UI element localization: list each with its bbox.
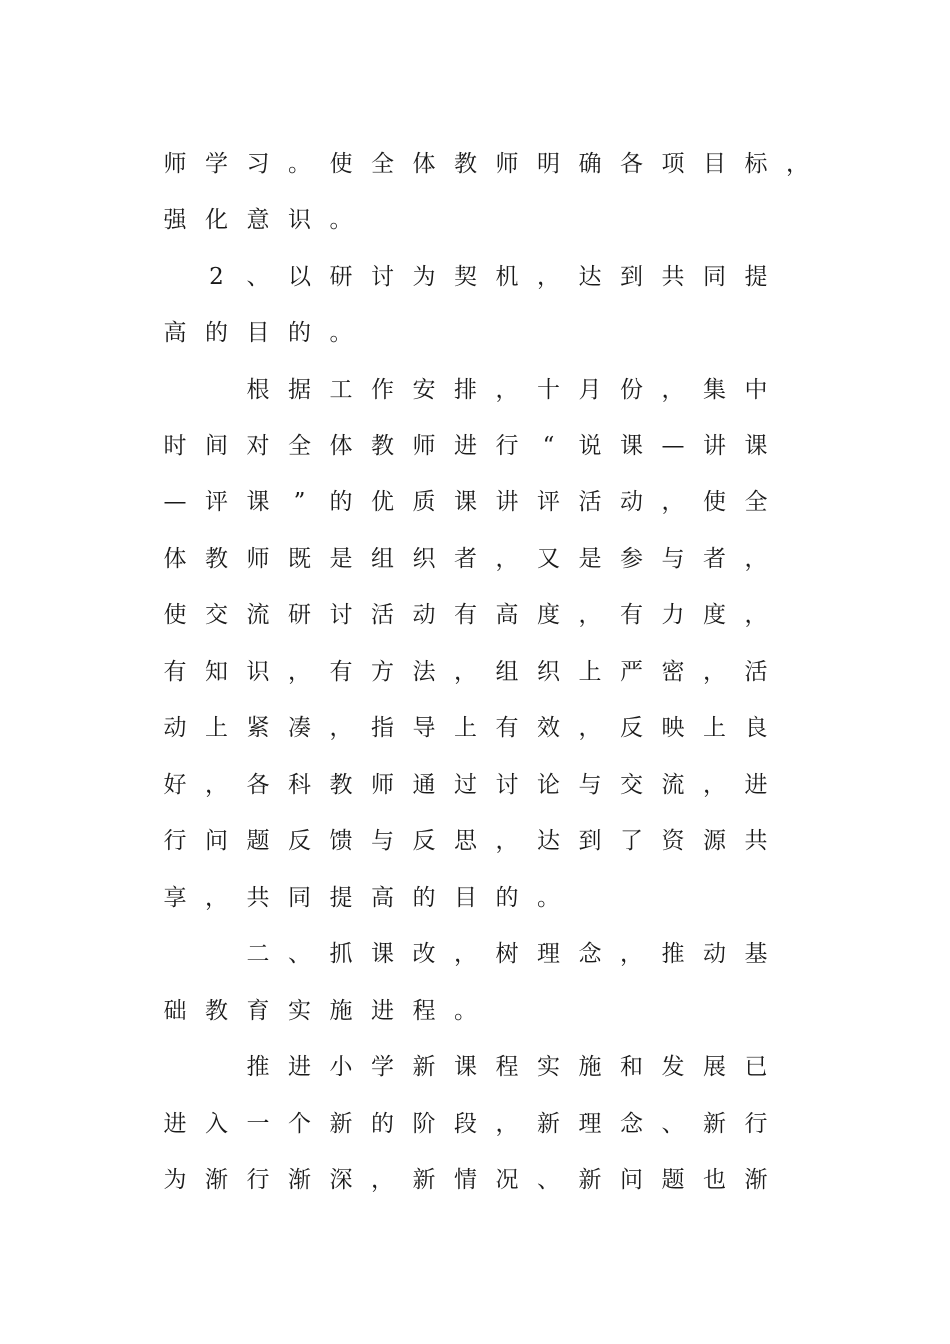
- text-line: 高 的 目 的 。: [163, 320, 353, 346]
- text-line: 享 ， 共 同 提 高 的 目 的 。: [163, 885, 560, 911]
- text-line: 根 据 工 作 安 排 ， 十 月 份 ， 集 中: [246, 377, 768, 403]
- text-line: 动 上 紧 凑 ， 指 导 上 有 效 ， 反 映 上 良: [163, 715, 768, 741]
- text-line: 进 入 一 个 新 的 阶 段 ， 新 理 念 、 新 行: [163, 1111, 768, 1137]
- text-line: 有 知 识 ， 有 方 法 ， 组 织 上 严 密 ， 活: [163, 659, 768, 685]
- text-line: 二 、 抓 课 改 ， 树 理 念 ， 推 动 基: [246, 941, 768, 967]
- text-line: 行 问 题 反 馈 与 反 思 ， 达 到 了 资 源 共: [163, 828, 768, 854]
- text-line: 为 渐 行 渐 深 ， 新 情 况 、 新 问 题 也 渐: [163, 1167, 768, 1193]
- text-line: 使 交 流 研 讨 活 动 有 高 度 ， 有 力 度 ，: [163, 602, 768, 628]
- text-line: 时 间 对 全 体 教 师 进 行 “ 说 课 — 讲 课: [163, 433, 768, 459]
- text-line: 础 教 育 实 施 进 程 。: [163, 998, 477, 1024]
- text-line: 强 化 意 识 。: [163, 207, 353, 233]
- text-line: 推 进 小 学 新 课 程 实 施 和 发 展 已: [246, 1054, 768, 1080]
- text-line: 师 学 习 。 使 全 体 教 师 明 确 各 项 目 标 ，: [163, 151, 809, 177]
- text-line: 2 、 以 研 讨 为 契 机 ， 达 到 共 同 提: [209, 264, 768, 290]
- text-line: 体 教 师 既 是 组 织 者 ， 又 是 参 与 者 ，: [163, 546, 768, 572]
- text-line: — 评 课 ” 的 优 质 课 讲 评 活 动 ， 使 全: [163, 489, 768, 515]
- text-line: 好 ， 各 科 教 师 通 过 讨 论 与 交 流 ， 进: [163, 772, 768, 798]
